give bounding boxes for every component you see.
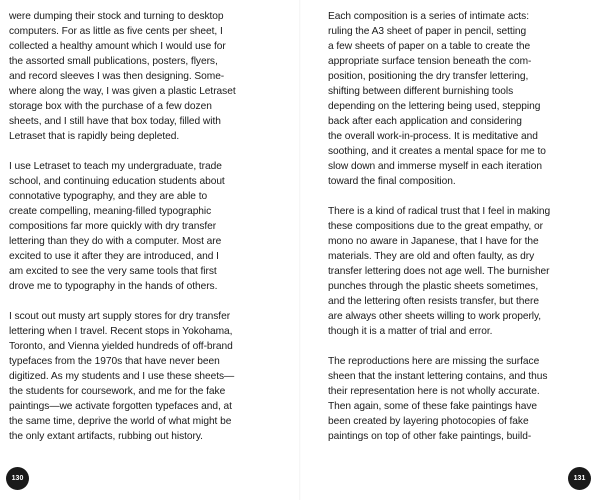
text-line: excited to use it after they are introduced, and I	[9, 251, 219, 262]
right-page	[300, 0, 600, 500]
text-line: Then again, some of these fake paintings have	[328, 401, 537, 412]
text-line: these compositions due to the great empathy, or	[328, 221, 543, 232]
text-line: compositions far more quickly with dry transfer	[9, 221, 217, 232]
text-line: appropriate surface tension beneath the com-	[328, 56, 532, 67]
text-line: been created by layering photocopies of fake	[328, 416, 529, 427]
text-line: school, and continuing education students about	[9, 176, 225, 187]
text-line: are always other sheets willing to work properly,	[328, 311, 542, 322]
text-line: typefaces from the 1970s that have never been	[9, 356, 220, 367]
text-line: materials. They are old and often faulty, as dry	[328, 251, 535, 262]
page-number: 131	[568, 467, 591, 490]
text-line: the same time, deprive the world of what might be	[9, 416, 232, 427]
paragraph	[328, 9, 596, 189]
text-line: position, positioning the dry transfer lettering,	[328, 71, 529, 82]
text-line: the assorted small publications, posters, flyers,	[9, 56, 218, 67]
text-line: the overall work-in-process. It is meditative and	[328, 131, 538, 142]
text-line: and record sleeves I was then designing. Some-	[9, 71, 225, 82]
text-line: back after each application and considering	[328, 116, 522, 127]
page-number: 130	[6, 467, 29, 490]
text-line: soothing, and it creates a mental space for me to	[328, 146, 546, 157]
text-line: sheets, and I still have that box today, filled with	[9, 116, 221, 127]
text-line: though it is a matter of trial and error.	[328, 326, 493, 337]
text-line: connotative typography, and they are able to	[9, 191, 208, 202]
text-line: lettering than they do with a computer. Most are	[9, 236, 222, 247]
text-line: collected a healthy amount which I would use for	[9, 41, 226, 52]
text-line: Each composition is a series of intimate acts:	[328, 11, 529, 22]
text-line: lettering when I travel. Recent stops in Yokohama,	[9, 326, 233, 337]
text-line: sheen that the instant lettering contains, and thus	[328, 371, 548, 382]
text-line: mono no aware in Japanese, that I have for the	[328, 236, 539, 247]
text-line: slow down and immerse myself in each iteration	[328, 161, 542, 172]
text-line: depending on the lettering being used, stepping	[328, 101, 541, 112]
text-line: their representation here is not wholly accurate.	[328, 386, 540, 397]
paragraph	[9, 309, 284, 444]
text-line: shifting between different burnishing tools	[328, 86, 514, 97]
left-text-column	[9, 9, 284, 444]
text-line: digitized. As my students and I use these sheets—	[9, 371, 235, 382]
text-line: Toronto, and Vienna yielded hundreds of off-brand	[9, 341, 233, 352]
text-line: paintings—we activate forgotten typefaces and, at	[9, 401, 232, 412]
text-line: The reproductions here are missing the surface	[328, 356, 540, 367]
text-line: ruling the A3 sheet of paper in pencil, setting	[328, 26, 527, 37]
paragraph	[9, 9, 284, 144]
text-line: drove me to typography in the hands of others.	[9, 281, 218, 292]
text-line: paintings on top of other fake paintings, build-	[328, 431, 532, 442]
text-line: transfer lettering does not age well. The burnisher	[328, 266, 550, 277]
right-text-column	[328, 9, 596, 444]
text-line: a few sheets of paper on a table to create the	[328, 41, 531, 52]
text-line: storage box with the purchase of a few dozen	[9, 101, 212, 112]
paragraph	[9, 159, 284, 294]
paragraph	[328, 354, 596, 444]
text-line: the only extant artifacts, rubbing out history.	[9, 431, 203, 442]
text-line: computers. For as little as five cents per sheet, I	[9, 26, 223, 37]
text-line: create compelling, meaning-filled typographic	[9, 206, 212, 217]
text-line: were dumping their stock and turning to desktop	[9, 11, 224, 22]
text-line: There is a kind of radical trust that I feel in making	[328, 206, 551, 217]
paragraph	[328, 204, 596, 339]
text-line: and the lettering often resists transfer, but there	[328, 296, 539, 307]
text-line: toward the final composition.	[328, 176, 456, 187]
text-line: I use Letraset to teach my undergraduate, trade	[9, 161, 222, 172]
text-line: am excited to see the very same tools that first	[9, 266, 217, 277]
text-line: where along the way, I was given a plastic Letraset	[9, 86, 236, 97]
text-line: punches through the plastic sheets sometimes,	[328, 281, 539, 292]
text-line: the students for coursework, and me for the fake	[9, 386, 226, 397]
text-line: Letraset that is rapidly being depleted.	[9, 131, 180, 142]
text-line: I scout out musty art supply stores for dry transfer	[9, 311, 231, 322]
